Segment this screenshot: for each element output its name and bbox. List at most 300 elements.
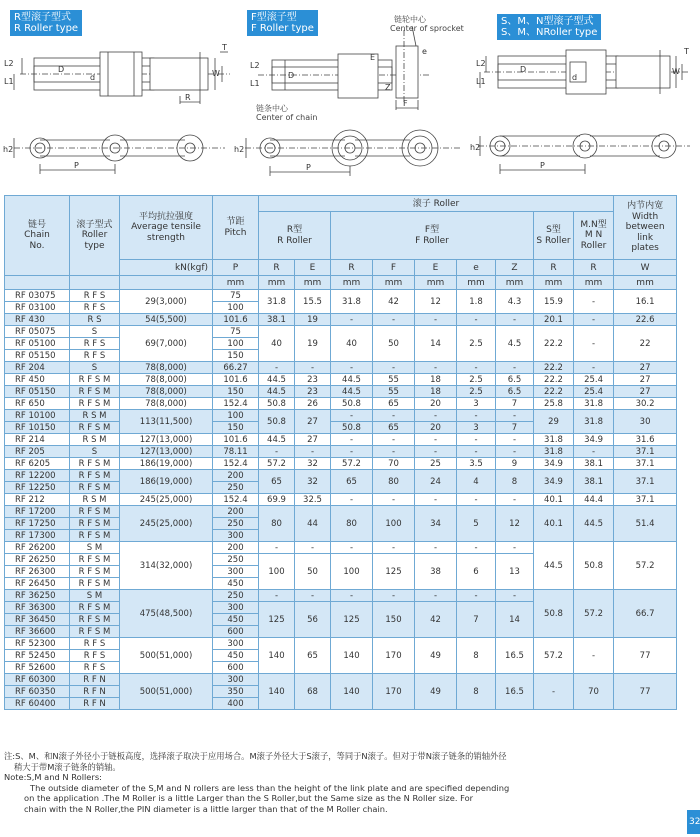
cell-pitch: 152.4 [213, 458, 259, 470]
cell-s-roller: 22.2 [534, 374, 574, 386]
cell-width: 16.1 [614, 290, 677, 314]
cell-fr: 125 [331, 602, 373, 638]
note-cn-line2: 稍大于带M滚子链条的销轴。 [14, 761, 121, 772]
cell-re: - [295, 446, 331, 458]
cell-pitch: 400 [213, 698, 259, 710]
col-roller-type: 滚子型式 Roller type [70, 196, 120, 276]
cell-roller-type: S M [70, 590, 120, 602]
cell-s-roller: 44.5 [534, 542, 574, 590]
sym-f-e: E [415, 260, 457, 276]
cell-dash: - [415, 542, 457, 554]
cell-width: 51.4 [614, 506, 677, 542]
cell-roller-type: R F S M [70, 458, 120, 470]
cell-tensile: 127(13,000) [120, 434, 213, 446]
dim-l1-r: L1 [4, 77, 14, 86]
cell-mn-roller: 44.4 [574, 494, 614, 506]
cell-width: 37.1 [614, 494, 677, 506]
cell-dash: - [457, 542, 496, 554]
unit-f-z: mm [496, 276, 534, 290]
cell-chain-no: RF 26300 [5, 566, 70, 578]
cell-fz: 6.5 [496, 386, 534, 398]
unit-s-r: mm [534, 276, 574, 290]
cell-pitch: 450 [213, 650, 259, 662]
cell-dash: - [259, 542, 295, 554]
cell-mn-roller: 31.8 [574, 398, 614, 410]
cell-mn-roller: - [574, 290, 614, 314]
cell-pitch: 101.6 [213, 374, 259, 386]
table-row [5, 314, 677, 326]
table-row [5, 674, 677, 686]
sprocket-center-cn: 链轮中心 [394, 15, 426, 24]
cell-fe2: - [457, 314, 496, 326]
cell-mn-roller: 57.2 [574, 590, 614, 638]
cell-ff: 70 [373, 458, 415, 470]
cell-fr: - [331, 434, 373, 446]
cell-roller-type: R F S [70, 290, 120, 302]
cell-ff: 100 [373, 506, 415, 542]
cell-dash: - [295, 542, 331, 554]
cell-tensile: 113(11,500) [120, 410, 213, 434]
cell-roller-type: R F S [70, 650, 120, 662]
cell-width: 30.2 [614, 398, 677, 410]
cell-s-roller: 22.2 [534, 362, 574, 374]
cell-pitch: 600 [213, 626, 259, 638]
dim-t-s: T [684, 47, 689, 56]
cell-mn-roller: 70 [574, 674, 614, 710]
cell-roller-type: R F S M [70, 386, 120, 398]
r-roller-top-view [14, 52, 230, 104]
cell-fe: 49 [415, 674, 457, 710]
cell-fr: 40 [331, 326, 373, 362]
cell-dash: - [295, 590, 331, 602]
cell-s-roller: 22.2 [534, 326, 574, 362]
cell-tensile: 78(8,000) [120, 374, 213, 386]
table-row [5, 470, 677, 482]
cell-s-roller: 22.2 [534, 386, 574, 398]
cell-width: 66.7 [614, 590, 677, 638]
cell-fz: 4.3 [496, 290, 534, 314]
f-roller-side-view [245, 130, 460, 176]
cell-roller-type: R S M [70, 494, 120, 506]
cell-pitch: 152.4 [213, 398, 259, 410]
cell-roller-type: R F S M [70, 506, 120, 518]
cell-mn-roller: 31.8 [574, 410, 614, 434]
cell-rr: 38.1 [259, 314, 295, 326]
cell-fe2: 4 [457, 470, 496, 494]
cell-pitch: 101.6 [213, 314, 259, 326]
cell-roller-type: R F S M [70, 374, 120, 386]
cell-mn-roller: - [574, 362, 614, 374]
cell-fz: - [496, 434, 534, 446]
cell-fe2: 3 [457, 398, 496, 410]
cell-pitch: 250 [213, 554, 259, 566]
cell-chain-no: RF 03075 [5, 290, 70, 302]
cell-pitch: 200 [213, 470, 259, 482]
cell-fz: 7 [496, 398, 534, 410]
cell-roller-type: R S M [70, 434, 120, 446]
cell-chain-no: RF 17250 [5, 518, 70, 530]
cell-ff: 125 [373, 554, 415, 590]
cell-fz: 4.5 [496, 326, 534, 362]
dim-f-f: F [403, 99, 408, 108]
f-type-en: F Roller type [251, 23, 314, 34]
sym-r-e: E [295, 260, 331, 276]
cell-roller-type: R F S M [70, 422, 120, 434]
chain-center-cn: 链条中心 [256, 104, 288, 113]
table-row [5, 386, 677, 398]
table-body [5, 290, 677, 710]
cell-tensile: 78(8,000) [120, 398, 213, 410]
cell-dash: - [373, 590, 415, 602]
dim-l1-s: L1 [476, 77, 486, 86]
cell-roller-type: R F S M [70, 518, 120, 530]
cell-re: 23 [295, 386, 331, 398]
cell-fr: - [331, 446, 373, 458]
dim-d-s: d [572, 73, 578, 82]
cell-pitch: 150 [213, 422, 259, 434]
cell-tensile: 314(32,000) [120, 542, 213, 590]
chain-center-en: Center of chain [256, 113, 318, 122]
dim-l2-r: L2 [4, 59, 14, 68]
cell-pitch: 250 [213, 590, 259, 602]
cell-fr: 44.5 [331, 374, 373, 386]
cell-roller-type: R F S M [70, 482, 120, 494]
cell-pitch: 150 [213, 386, 259, 398]
cell-mn-roller: 44.5 [574, 506, 614, 542]
dim-d-cap-r: D [58, 65, 65, 74]
cell-fe: 20 [415, 422, 457, 434]
cell-ff: - [373, 434, 415, 446]
smn-type-en: S、M、NRoller type [501, 27, 598, 38]
unit-r-r: mm [259, 276, 295, 290]
cell-fr: - [331, 362, 373, 374]
cell-re: 65 [295, 638, 331, 674]
cell-ff: 55 [373, 374, 415, 386]
cell-width: 31.6 [614, 434, 677, 446]
cell-chain-no: RF 52300 [5, 638, 70, 650]
cell-rr: 31.8 [259, 290, 295, 314]
cell-roller-type: R F S [70, 638, 120, 650]
cell-ff: - [373, 362, 415, 374]
cell-pitch: 100 [213, 302, 259, 314]
cell-fr: - [331, 314, 373, 326]
cell-mn-roller: 25.4 [574, 374, 614, 386]
cell-rr: 65 [259, 470, 295, 494]
cell-fr: 140 [331, 674, 373, 710]
cell-re: 19 [295, 326, 331, 362]
cell-width: 22 [614, 326, 677, 362]
cell-fr: - [331, 410, 373, 422]
cell-ff: 65 [373, 398, 415, 410]
cell-width: 37.1 [614, 470, 677, 494]
cell-rr: 57.2 [259, 458, 295, 470]
cell-chain-no: RF 205 [5, 446, 70, 458]
sym-f-r: R [331, 260, 373, 276]
cell-rr: 80 [259, 506, 295, 542]
unit-f-f: mm [373, 276, 415, 290]
cell-fz: 12 [496, 506, 534, 542]
cell-s-roller: 34.9 [534, 470, 574, 494]
cell-width: 27 [614, 374, 677, 386]
cell-fr: - [331, 494, 373, 506]
cell-chain-no: RF 52600 [5, 662, 70, 674]
cell-chain-no: RF 12250 [5, 482, 70, 494]
cell-chain-no: RF 10100 [5, 410, 70, 422]
cell-fz: 8 [496, 470, 534, 494]
dim-w-r: W [212, 69, 220, 78]
cell-chain-no: RF 450 [5, 374, 70, 386]
dim-d-r: d [90, 73, 96, 82]
dim-z-f: Z [385, 83, 391, 92]
col-chain-no: 链号 Chain No. [5, 196, 70, 276]
cell-chain-no: RF 26450 [5, 578, 70, 590]
unit-f-e2: mm [457, 276, 496, 290]
cell-fe: 18 [415, 386, 457, 398]
cell-pitch: 300 [213, 602, 259, 614]
cell-chain-no: RF 650 [5, 398, 70, 410]
cell-fe2: - [457, 362, 496, 374]
cell-pitch: 300 [213, 530, 259, 542]
cell-fe: 25 [415, 458, 457, 470]
cell-roller-type: R F N [70, 686, 120, 698]
cell-fz: - [496, 362, 534, 374]
table-row [5, 590, 677, 602]
cell-re: 32.5 [295, 494, 331, 506]
cell-chain-no: RF 52450 [5, 650, 70, 662]
note-en-line1: The outside diameter of the S,M and N rollers are less than the height of the link plate and are specified depending [30, 782, 510, 793]
cell-tensile: 54(5,500) [120, 314, 213, 326]
sym-f-f: F [373, 260, 415, 276]
cell-tensile: 186(19,000) [120, 470, 213, 494]
cell-chain-no: RF 430 [5, 314, 70, 326]
cell-s-roller: 25.8 [534, 398, 574, 410]
cell-mn-roller: - [574, 314, 614, 326]
cell-fe: 24 [415, 470, 457, 494]
col-roller-group: 滚子 Roller [259, 196, 614, 212]
cell-re: 15.5 [295, 290, 331, 314]
cell-pitch: 300 [213, 674, 259, 686]
dim-w-s: W [672, 67, 680, 76]
cell-roller-type: R S [70, 314, 120, 326]
cell-tensile: 69(7,000) [120, 326, 213, 362]
cell-chain-no: RF 60350 [5, 686, 70, 698]
sym-w: W [614, 260, 677, 276]
cell-chain-no: RF 60300 [5, 674, 70, 686]
cell-roller-type: R S M [70, 410, 120, 422]
table-row [5, 326, 677, 338]
cell-rr: - [259, 362, 295, 374]
note-cn-line1: 注:S、M、和N滚子外径小于链板高度，选择滚子取决于应用场合。M滚子外径大于S滚子，等同于N滚子。但对于带N滚子链条的销轴外径 [4, 751, 507, 761]
roller-notes [4, 751, 604, 815]
cell-pitch: 100 [213, 410, 259, 422]
sprocket-center-en: Center of sprocket [390, 24, 464, 33]
dim-r-r: R [185, 93, 191, 102]
cell-rr: 40 [259, 326, 295, 362]
cell-dash: - [496, 542, 534, 554]
cell-fr: 57.2 [331, 458, 373, 470]
cell-fr: 80 [331, 506, 373, 542]
sub-tensile: kN(kgf) [120, 260, 213, 276]
cell-fe2: - [457, 434, 496, 446]
cell-fr: 140 [331, 638, 373, 674]
cell-dash: - [331, 590, 373, 602]
dim-h2-f: h2 [234, 145, 245, 154]
cell-s-roller: 50.8 [534, 590, 574, 638]
cell-tensile: 78(8,000) [120, 386, 213, 398]
unit-blank-3 [120, 276, 213, 290]
cell-pitch: 450 [213, 578, 259, 590]
cell-chain-no: RF 17300 [5, 530, 70, 542]
dim-p-f: P [306, 163, 311, 172]
col-tensile: 平均抗拉强度 Average tensile strength [120, 196, 213, 260]
cell-fe2: 3 [457, 422, 496, 434]
note-en-title: Note:S,M and N Rollers: [4, 772, 102, 783]
cell-ff: 42 [373, 290, 415, 314]
cell-s-roller: 40.1 [534, 494, 574, 506]
cell-pitch: 450 [213, 614, 259, 626]
cell-pitch: 75 [213, 326, 259, 338]
cell-s-roller: - [534, 674, 574, 710]
cell-pitch: 350 [213, 686, 259, 698]
cell-fe2: 2.5 [457, 326, 496, 362]
cell-pitch: 250 [213, 518, 259, 530]
unit-blank-1 [5, 276, 70, 290]
cell-fe2: 3.5 [457, 458, 496, 470]
cell-rr: 44.5 [259, 386, 295, 398]
cell-rr: 44.5 [259, 434, 295, 446]
sym-s-r: R [534, 260, 574, 276]
cell-ff: 55 [373, 386, 415, 398]
cell-fr: 50.8 [331, 398, 373, 410]
cell-roller-type: R F S M [70, 398, 120, 410]
cell-re: 32 [295, 458, 331, 470]
smn-roller-top-view [480, 50, 690, 94]
dim-e-f: E [370, 53, 376, 62]
col-s-roller: S型 S Roller [534, 212, 574, 260]
cell-fe2: 8 [457, 638, 496, 674]
cell-fr: 44.5 [331, 386, 373, 398]
col-r-roller: R型 R Roller [259, 212, 331, 260]
cell-chain-no: RF 36300 [5, 602, 70, 614]
cell-fz: 16.5 [496, 638, 534, 674]
cell-re: 19 [295, 314, 331, 326]
dim-h2-r: h2 [3, 145, 14, 154]
cell-pitch: 100 [213, 338, 259, 350]
chain-spec-table [4, 195, 677, 710]
cell-chain-no: RF 05150 [5, 386, 70, 398]
table-row [5, 362, 677, 374]
cell-fz: 9 [496, 458, 534, 470]
cell-rr: 140 [259, 674, 295, 710]
cell-roller-type: R F S M [70, 578, 120, 590]
unit-p: mm [213, 276, 259, 290]
cell-ff: 80 [373, 470, 415, 494]
cell-roller-type: R F S M [70, 602, 120, 614]
cell-chain-no: RF 05075 [5, 326, 70, 338]
cell-width: 30 [614, 410, 677, 434]
cell-fe2: - [457, 410, 496, 422]
cell-tensile: 127(13,000) [120, 446, 213, 458]
cell-fr: 31.8 [331, 290, 373, 314]
cell-roller-type: R F S [70, 338, 120, 350]
page-number: 32 [687, 810, 700, 834]
cell-fr: 50.8 [331, 422, 373, 434]
dim-l2-f: L2 [250, 61, 260, 70]
smn-type-cn: S、M、N型滚子型式 [501, 16, 594, 27]
cell-roller-type: R F S [70, 662, 120, 674]
cell-fe: - [415, 446, 457, 458]
col-pitch: 节距 Pitch [213, 196, 259, 260]
cell-dash: - [373, 542, 415, 554]
cell-mn-roller: 25.4 [574, 386, 614, 398]
cell-fe: - [415, 434, 457, 446]
cell-chain-no: RF 204 [5, 362, 70, 374]
cell-pitch: 152.4 [213, 494, 259, 506]
cell-fz: - [496, 410, 534, 422]
cell-tensile: 29(3,000) [120, 290, 213, 314]
cell-chain-no: RF 36600 [5, 626, 70, 638]
cell-fz: 13 [496, 554, 534, 590]
cell-fz: 16.5 [496, 674, 534, 710]
cell-width: 77 [614, 674, 677, 710]
sym-p: P [213, 260, 259, 276]
f-roller-top-view [258, 26, 430, 110]
cell-re: 26 [295, 398, 331, 410]
cell-roller-type: R F S M [70, 626, 120, 638]
cell-mn-roller: - [574, 326, 614, 362]
cell-fe2: 8 [457, 674, 496, 710]
cell-s-roller: 40.1 [534, 506, 574, 542]
cell-tensile: 245(25,000) [120, 506, 213, 542]
cell-width: 37.1 [614, 446, 677, 458]
sym-f-e2: e [457, 260, 496, 276]
cell-ff: 65 [373, 422, 415, 434]
cell-chain-no: RF 212 [5, 494, 70, 506]
sym-mn-r: R [574, 260, 614, 276]
cell-roller-type: S [70, 446, 120, 458]
cell-tensile: 78(8,000) [120, 362, 213, 374]
cell-fz: 6.5 [496, 374, 534, 386]
cell-chain-no: RF 26250 [5, 554, 70, 566]
cell-width: 57.2 [614, 542, 677, 590]
dim-l1-f: L1 [250, 79, 260, 88]
col-mn-roller: M.N型 M N Roller [574, 212, 614, 260]
sym-r-r: R [259, 260, 295, 276]
unit-mn-r: mm [574, 276, 614, 290]
cell-roller-type: R F S [70, 350, 120, 362]
cell-pitch: 101.6 [213, 434, 259, 446]
cell-re: 56 [295, 602, 331, 638]
cell-tensile: 500(51,000) [120, 638, 213, 674]
cell-dash: - [259, 590, 295, 602]
cell-fe: - [415, 362, 457, 374]
cell-re: 23 [295, 374, 331, 386]
table-row [5, 638, 677, 650]
chain-drawings [0, 0, 700, 192]
unit-f-e: mm [415, 276, 457, 290]
cell-roller-type: R F S M [70, 566, 120, 578]
cell-ff: - [373, 494, 415, 506]
cell-fz: - [496, 314, 534, 326]
cell-chain-no: RF 12200 [5, 470, 70, 482]
cell-roller-type: S [70, 362, 120, 374]
f-type-cn: F型滚子型 [251, 12, 297, 23]
cell-chain-no: RF 214 [5, 434, 70, 446]
cell-tensile: 186(19,000) [120, 458, 213, 470]
smn-roller-side-view [478, 134, 690, 174]
cell-ff: - [373, 446, 415, 458]
table-row [5, 290, 677, 302]
